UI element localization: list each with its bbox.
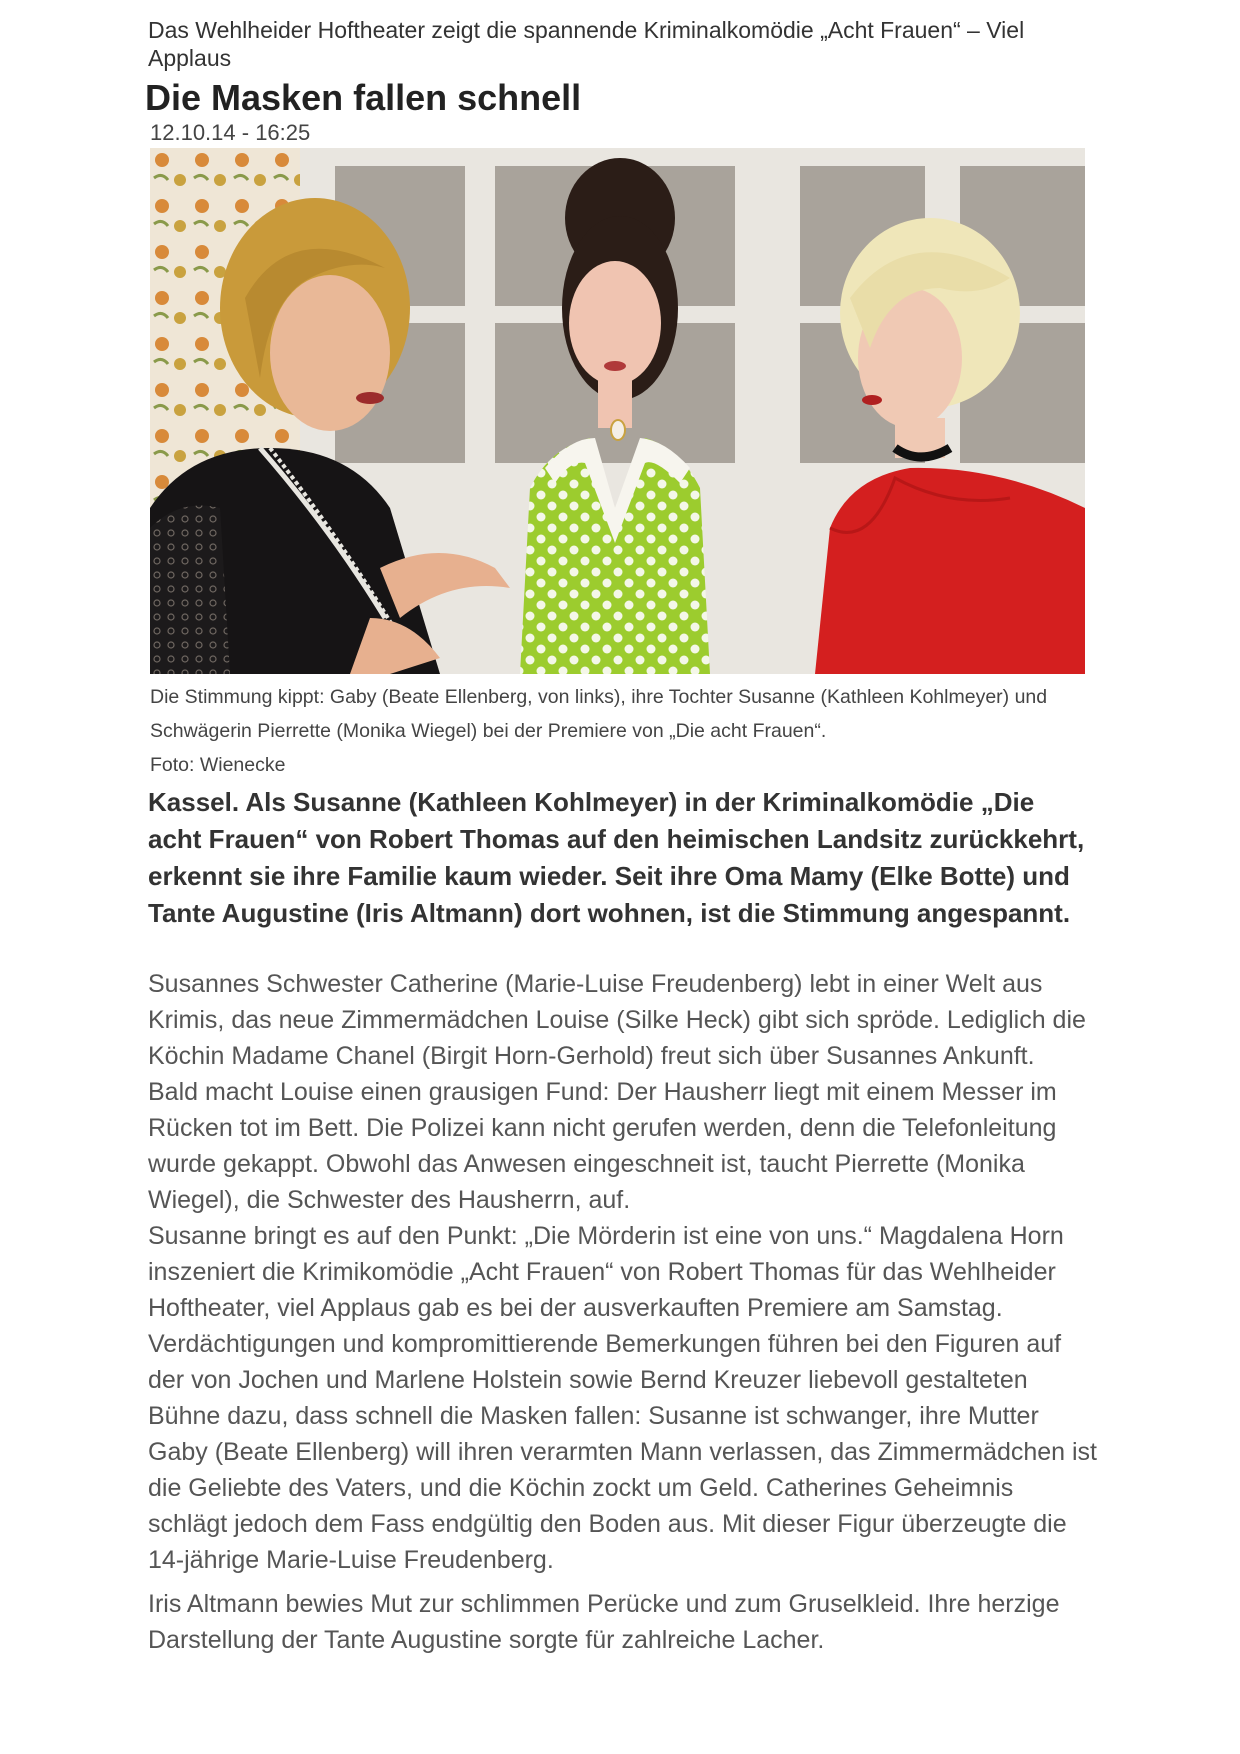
article-kicker: Das Wehlheider Hoftheater zeigt die spannende Kriminalkomödie „Acht Frauen“ – Viel Applaus: [148, 17, 1025, 71]
article-dateline: 12.10.14 - 16:25: [150, 120, 311, 145]
article-lead: Kassel. Als Susanne (Kathleen Kohlmeyer) in der Kriminalkomödie „Die acht Frauen“ von Robert Thomas auf den heimischen Landsitz zurückkehrt, erkennt sie ihre Familie kaum wieder. Seit ihre Oma Mamy (Elke Botte) und Tante Augustine (Iris Altmann) dort wohnen, ist die Stimmung angespannt.: [148, 787, 1085, 928]
body-paragraph: Bald macht Louise einen grausigen Fund: Der Hausherr liegt mit einem Messer im Rücken tot im Bett. Die Polizei kann nicht gerufen werden, denn die Telefonleitung wurde gekappt. Obwohl das Anwesen eingeschneit ist, taucht Pierrette (Monika Wiegel), die Schwester des Hausherrn, auf.: [148, 1078, 1057, 1214]
body-paragraph: Susannes Schwester Catherine (Marie-Luise Freudenberg) lebt in einer Welt aus Krimis, das neue Zimmermädchen Louise (Silke Heck) gibt sich spröde. Lediglich die Köchin Madame Chanel (Birgit Horn-Gerhold) freut sich über Susannes Ankunft.: [148, 970, 1086, 1070]
article-headline: Die Masken fallen schnell: [145, 77, 582, 118]
photo-caption: Die Stimmung kippt: Gaby (Beate Ellenberg, von links), ihre Tochter Susanne (Kathleen Kohlmeyer) und Schwägerin Pierrette (Monika Wiegel) bei der Premiere von „Die acht Frauen“.: [150, 686, 1048, 742]
photo-caption-block: [150, 680, 1085, 782]
photo-illustration: [150, 148, 1085, 674]
photo-credit: Foto: Wienecke: [150, 754, 286, 776]
body-paragraph: Iris Altmann bewies Mut zur schlimmen Perücke und zum Gruselkleid. Ihre herzige Darstellung der Tante Augustine sorgte für zahlreiche Lacher.: [148, 1590, 1060, 1654]
article-body: [148, 966, 1098, 1658]
body-paragraph: Susanne bringt es auf den Punkt: „Die Mörderin ist eine von uns.“ Magdalena Horn inszeniert die Krimikomödie „Acht Frauen“ von Robert Thomas für das Wehlheider Hoftheater, viel Applaus gab es bei der ausverkauften Premiere am Samstag. Verdächtigungen und kompromittierende Bemerkungen führen bei den Figuren auf der von Jochen und Marlene Holstein sowie Bernd Kreuzer liebevoll gestalteten Bühne dazu, dass schnell die Masken fallen: Susanne ist schwanger, ihre Mutter Gaby (Beate Ellenberg) will ihren verarmten Mann verlassen, das Zimmermädchen ist die Geliebte des Vaters, und die Köchin zockt um Geld. Catherines Geheimnis schlägt jedoch dem Fass endgültig den Boden aus. Mit dieser Figur überzeugte die 14-jährige Marie-Luise Freudenberg.: [148, 1222, 1097, 1574]
article-photo: [150, 148, 1085, 674]
